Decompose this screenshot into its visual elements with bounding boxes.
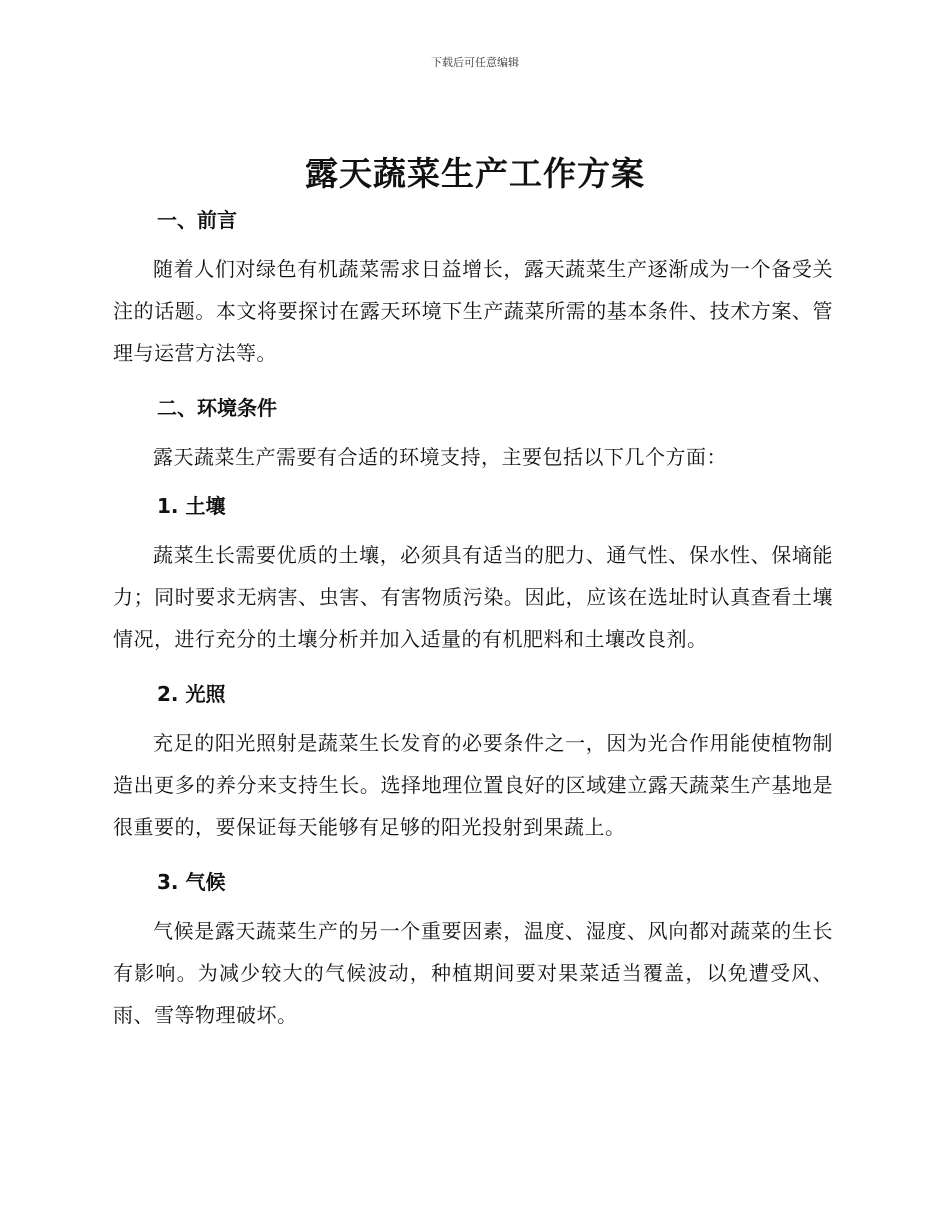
paragraph-climate: 气候是露天蔬菜生产的另一个重要因素，温度、湿度、风向都对蔬菜的生长有影响。为减少较大的气候波动，种植期间要对果菜适当覆盖，以免遭受风、雨、雪等物理破坏。 [113,919,833,1027]
paragraph-environment-intro: 露天蔬菜生产需要有合适的环境支持，主要包括以下几个方面： [153,445,727,469]
subsection-heading-soil: 1. 土壤 [157,494,226,518]
paragraph-soil: 蔬菜生长需要优质的土壤，必须具有适当的肥力、通气性、保水性、保墒能力；同时要求无病害、虫害、有害物质污染。因此，应该在选址时认真查看土壤情况，进行充分的土壤分析并加入适量的有机肥料和土壤改良剂。 [113,543,833,651]
paragraph-light: 充足的阳光照射是蔬菜生长发育的必要条件之一，因为光合作用能使植物制造出更多的养分来支持生长。选择地理位置良好的区域建立露天蔬菜生产基地是很重要的，要保证每天能够有足够的阳光投射到果蔬上。 [113,731,833,839]
subsection-heading-light: 2. 光照 [157,682,226,706]
subsection-heading-climate: 3. 气候 [157,870,226,894]
section-heading-environment: 二、环境条件 [157,396,277,420]
header-note: 下载后可任意编辑 [431,56,519,69]
section-heading-preface: 一、前言 [157,208,237,232]
paragraph-preface: 随着人们对绿色有机蔬菜需求日益增长，露天蔬菜生产逐渐成为一个备受关注的话题。本文将要探讨在露天环境下生产蔬菜所需的基本条件、技术方案、管理与运营方法等。 [113,257,833,365]
document-title: 露天蔬菜生产工作方案 [305,154,645,193]
document-body [113,202,833,1036]
